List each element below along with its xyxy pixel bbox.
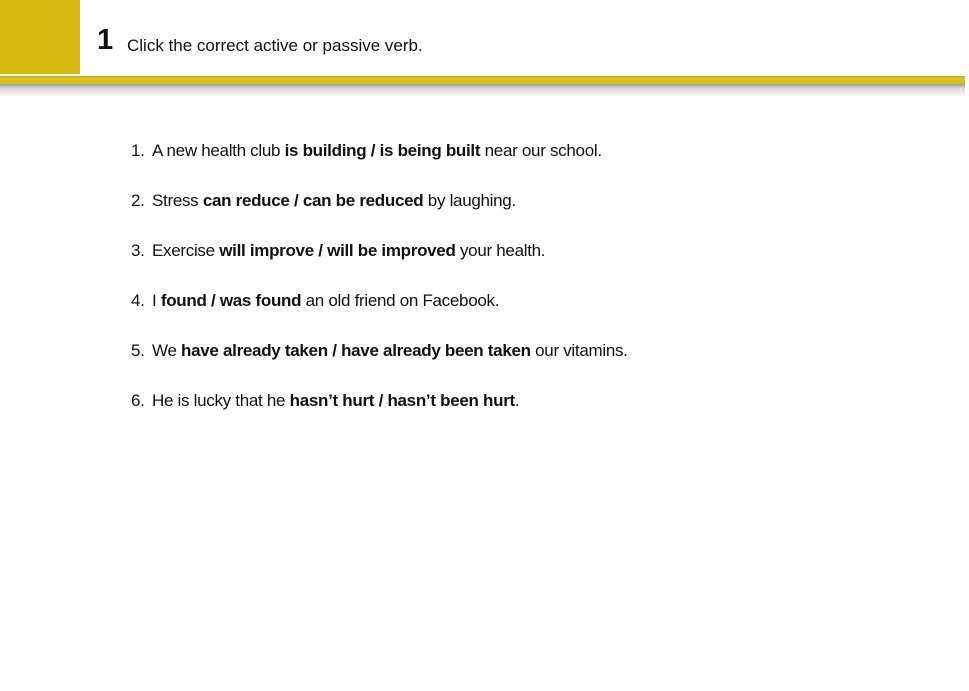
active-verb-choice[interactable]: found [160,291,207,310]
divider-bar-shadow [0,84,965,97]
sentence-post: an old friend on Facebook. [301,291,500,310]
sentence-text [152,291,499,311]
choice-separator: / [313,241,328,260]
item-number: 6. [131,391,145,410]
passive-verb-choice[interactable]: hasn’t been hurt [387,391,515,410]
passive-verb-choice[interactable]: will be improved [327,241,456,260]
sentence-pre: Stress [152,191,203,210]
sentence-item-3 [131,226,911,276]
sentence-post: your health. [455,241,546,260]
sentence-pre: Exercise [152,241,220,260]
sentence-item-2 [131,176,911,226]
sentence-text [152,341,628,361]
sentence-post: . [514,391,520,410]
active-verb-choice[interactable]: have already taken [181,341,328,360]
choice-separator: / [206,291,220,310]
exercise-instruction: Click the correct active or passive verb. [127,36,423,55]
active-verb-choice[interactable]: hasn’t hurt [289,391,375,410]
item-number: 5. [131,341,145,360]
sentence-item-6 [131,376,911,426]
passive-verb-choice[interactable]: can be reduced [302,191,424,210]
sentence-pre: We [152,341,182,360]
choice-separator: / [366,141,380,160]
exercise-number: 1 [97,24,113,56]
passive-verb-choice[interactable]: have already been taken [341,341,531,360]
active-verb-choice[interactable]: will improve [219,241,314,260]
brand-corner-square [0,0,80,74]
choice-separator: / [327,341,342,360]
sentence-item-5 [131,326,911,376]
sentence-pre: He is lucky that he [152,391,290,410]
sentence-text [152,391,519,411]
sentence-post: our vitamins. [530,341,628,360]
sentence-text [152,241,545,261]
sentence-pre: A new health club [152,141,285,160]
sentence-item-1 [131,126,911,176]
sentence-list [131,126,911,426]
sentence-text [152,191,516,211]
item-number: 4. [131,291,145,310]
sentence-item-4 [131,276,911,326]
choice-separator: / [374,391,388,410]
item-number: 1. [131,141,145,160]
sentence-post: near our school. [480,141,602,160]
divider-bar [0,76,965,84]
sentence-text [152,141,602,161]
passive-verb-choice[interactable]: was found [219,291,302,310]
item-number: 2. [131,191,145,210]
active-verb-choice[interactable]: can reduce [202,191,290,210]
sentence-pre: I [152,291,161,310]
item-number: 3. [131,241,145,260]
active-verb-choice[interactable]: is building [284,141,367,160]
passive-verb-choice[interactable]: is being built [379,141,481,160]
sentence-post: by laughing. [423,191,516,210]
choice-separator: / [289,191,303,210]
